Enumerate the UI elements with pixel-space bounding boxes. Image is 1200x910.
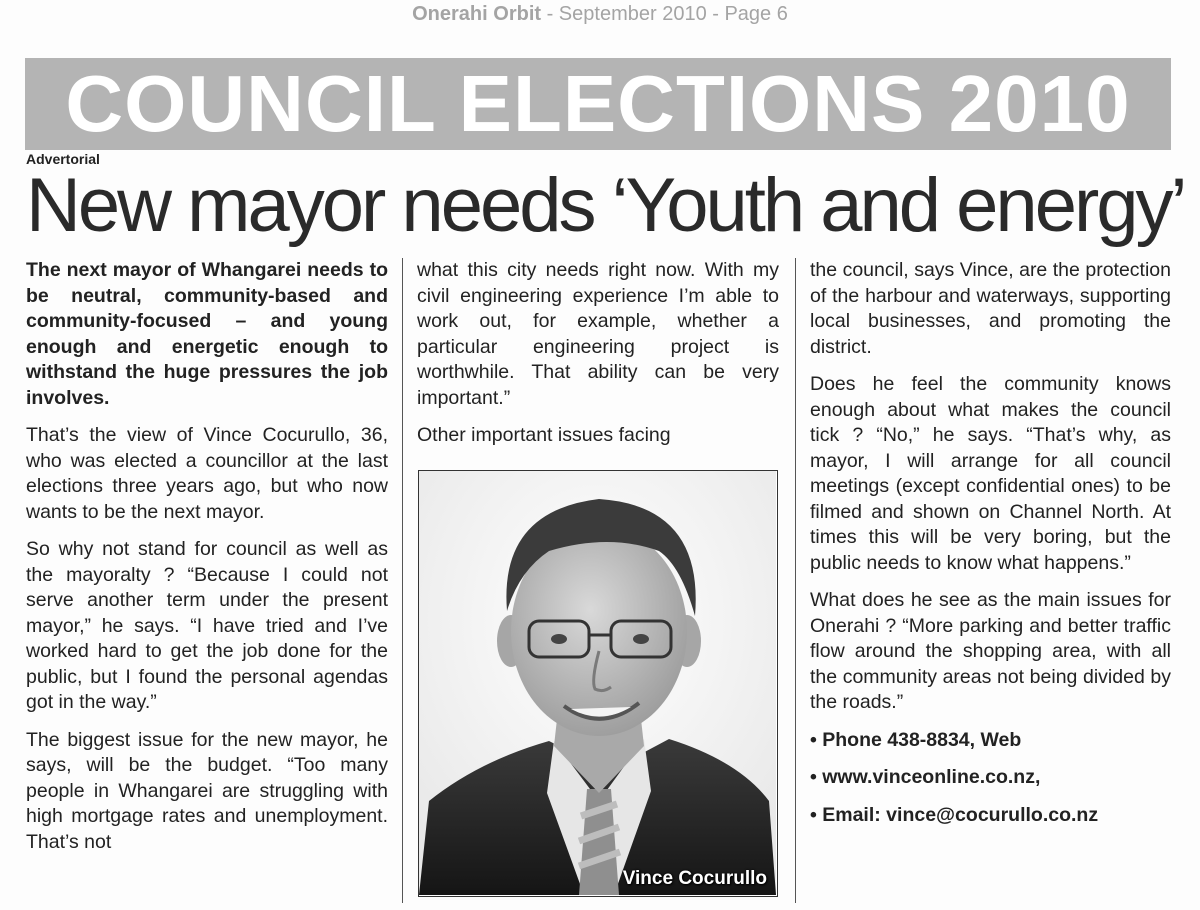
article-column-3	[810, 258, 1171, 840]
article-headline: New mayor needs ‘Youth and energy’	[26, 163, 1185, 248]
contact-list	[810, 728, 1171, 829]
page-masthead	[0, 0, 1200, 28]
article-column-1	[26, 258, 388, 867]
contact-web: • www.vinceonline.co.nz,	[810, 766, 1041, 788]
article-column-2	[417, 258, 779, 461]
paragraph: Does he feel the community knows enough about what makes the council tick ? “No,” he says. “That’s why, as mayor, I will arrange for all council meetings (except confidential ones) to be filmed and shown on Channel North. At times this will be very boring, but the public needs to know what happens.”	[810, 373, 1171, 574]
column-divider	[402, 258, 403, 903]
article-lede: The next mayor of Whangarei needs to be neutral, community-based and community-focused – and young enough and energetic enough to withstand the huge pressures the job involves.	[26, 259, 388, 409]
issue-info: - September 2010 - Page 6	[541, 3, 788, 25]
paragraph: So why not stand for council as well as the mayoralty ? “Because I could not serve another term under the present mayor,” he says. “I have tried and I’ve worked hard to get the job done for the public, but I found the personal agendas got in the way.”	[26, 538, 388, 713]
photo-caption: Vince Cocurullo	[622, 868, 767, 889]
portrait-illustration	[419, 471, 776, 895]
candidate-photo	[418, 470, 778, 897]
advertorial-label: Advertorial	[26, 151, 100, 167]
publication-name: Onerahi Orbit	[412, 3, 542, 25]
paragraph: That’s the view of Vince Cocurullo, 36, who was elected a councillor at the last elections three years ago, but who now wants to be the next mayor.	[26, 424, 388, 523]
paragraph: What does he see as the main issues for Onerahi ? “More parking and better traffic flow around the shopping area, with all the community areas not being divided by the roads.”	[810, 589, 1171, 713]
paragraph: what this city needs right now. With my civil engineering experience I’m able to work out, for example, whether a particular engineering project is worthwhile. That ability can be very important.”	[417, 259, 779, 409]
contact-phone: • Phone 438-8834, Web	[810, 728, 1022, 751]
section-banner: COUNCIL ELECTIONS 2010	[25, 58, 1171, 150]
paragraph: the council, says Vince, are the protection of the harbour and waterways, supporting local businesses, and promoting the district.	[810, 259, 1171, 358]
paragraph: Other important issues facing	[417, 424, 671, 446]
contact-email: • Email: vince@cocurullo.co.nz	[810, 803, 1099, 826]
paragraph: The biggest issue for the new mayor, he says, will be the budget. “Too many people in Whangarei are struggling with high mortgage rates and unemployment. That’s not	[26, 728, 388, 853]
column-divider	[795, 258, 796, 903]
